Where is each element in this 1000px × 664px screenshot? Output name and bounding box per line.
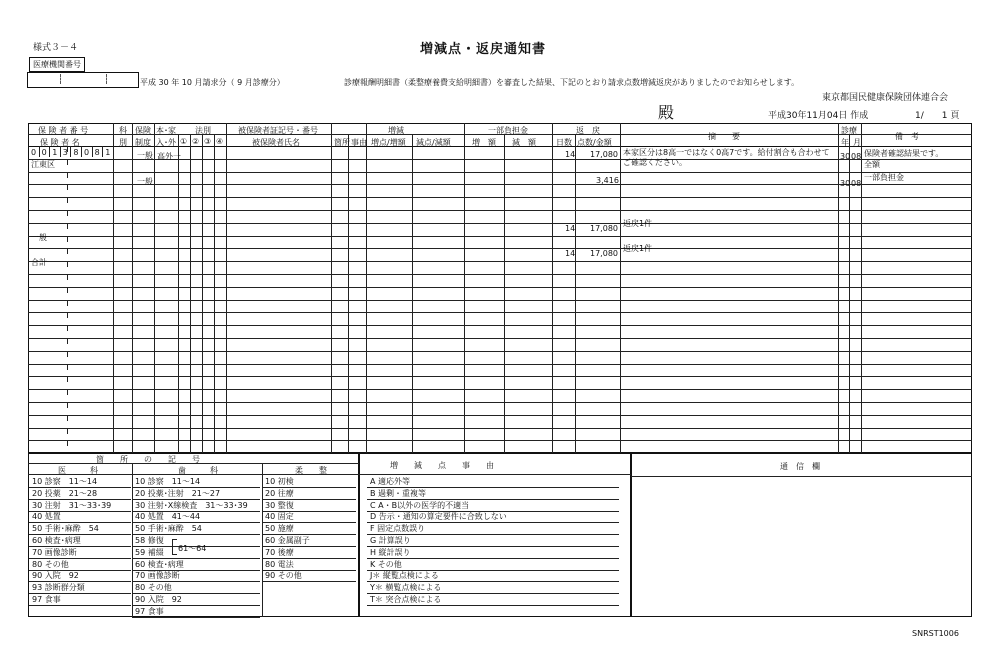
col-tekiyou: 摘 要 (708, 132, 740, 141)
col-c4: ④ (216, 137, 224, 146)
row-total-label: 合計 (31, 258, 47, 267)
stub-divider (67, 351, 68, 357)
jiyuu-item: F 固定点数誤り (370, 524, 426, 534)
table-row-line (28, 364, 972, 365)
shika-item: 50 手術･麻酔 54 (135, 524, 202, 534)
table-col-line (552, 123, 553, 453)
col-zouten: 増点/増額 (371, 138, 406, 147)
ika-item: 70 画像診断 (32, 547, 77, 557)
jiyuu-item: T＊ 突合点検による (370, 595, 442, 604)
shika-item: 97 食事 (135, 606, 164, 616)
dono: 殿 (658, 103, 675, 122)
digit-divider (92, 146, 93, 157)
col-insurer-no: 保 険 者 番 号 (38, 126, 89, 135)
row1-note: 保険者確認結果です。 (864, 149, 944, 158)
table-row-line (28, 312, 972, 313)
ika-item: 60 検査･病理 (32, 536, 81, 545)
table-col-line (132, 123, 133, 453)
col-henrei: 返 戻 (576, 126, 600, 135)
col-nyuugai: 入･外 (156, 138, 176, 147)
table-col-line (464, 123, 465, 453)
table-col-line (620, 123, 621, 453)
jiyuu-item: A 適応外等 (370, 477, 411, 486)
ika-item: 80 その他 (32, 559, 69, 569)
legend-row-line (132, 617, 260, 618)
juusei-item: 90 その他 (265, 571, 302, 581)
shika-item: 90 入院 92 (135, 595, 182, 604)
jiyuu-title: 増 減 点 事 由 (390, 461, 494, 470)
col-bikou: 備 考 (895, 132, 919, 141)
table-row-line (28, 376, 972, 377)
insurer-digit: 0 (41, 148, 47, 157)
shika-item: 60 検査･病理 (135, 559, 184, 569)
shika-item: 59 補綴 (135, 547, 164, 557)
col-category: 科 (119, 126, 127, 135)
row3-system: 一般 (137, 177, 153, 186)
ika-item: 97 食事 (32, 595, 61, 604)
col-zougen: 増減 (388, 126, 404, 135)
stub-divider (67, 402, 68, 408)
organization: 東京都国民健康保険団体連合会 (822, 93, 949, 103)
col-nissu: 日数 (556, 138, 572, 147)
col-tensu: 点数/金額 (577, 138, 612, 147)
stub-divider (67, 184, 68, 190)
table-col-line (504, 134, 505, 453)
row2-note: 全額 (864, 160, 880, 169)
col-gengaku: 減 額 (512, 138, 536, 147)
stub-divider (67, 210, 68, 216)
stub-divider (67, 325, 68, 331)
table-row-line (28, 261, 972, 262)
col-kasho: 箇所 (334, 138, 350, 147)
row3-month: 08 (851, 179, 862, 188)
col-card-no: 被保険者証記号・番号 (238, 126, 318, 135)
stub-divider (67, 415, 68, 421)
col-honke: 本･家 (156, 126, 176, 135)
table-col-line (190, 134, 191, 453)
table-row-line (28, 300, 972, 301)
stub-divider (67, 248, 68, 254)
stub-divider (67, 364, 68, 370)
tsuushin-title: 通 信 欄 (780, 462, 820, 471)
col-zougaku: 増 額 (472, 138, 496, 147)
table-col-line (575, 134, 576, 453)
table-row-line (28, 287, 972, 288)
insurer-digit: 8 (94, 148, 100, 157)
digit-divider (81, 146, 82, 157)
table-row-line (28, 338, 972, 339)
row1-system: 一般 (137, 151, 153, 160)
juusei-heading: 柔 整 (295, 466, 327, 475)
table-col-line (113, 123, 114, 453)
table-col-line (331, 123, 332, 453)
row-ippan-label: 一般 (31, 233, 47, 242)
table-col-line (348, 134, 349, 453)
row3-amount: 3,416 (596, 176, 619, 185)
juusei-item: 60 金属副子 (265, 536, 310, 545)
insurer-digit: 0 (84, 148, 90, 157)
stub-divider (67, 338, 68, 344)
table-col-line (861, 123, 862, 453)
row1-month: 08 (851, 152, 862, 161)
row1-days: 14 (565, 150, 576, 159)
row1-year: 30 (840, 152, 851, 161)
table-row-line (28, 402, 972, 403)
stub-divider (67, 159, 68, 165)
table-col-line (412, 134, 413, 453)
row-total-amount: 17,080 (590, 249, 618, 258)
ika-item: 20 投薬 21～28 (32, 488, 98, 498)
stub-divider (67, 440, 68, 446)
insurer-digit: 0 (31, 148, 37, 157)
jiyuu-item: J＊ 縦覧点検による (370, 571, 439, 581)
row3-year: 30 (840, 179, 851, 188)
legend-row-line (262, 581, 356, 582)
shika-item: 80 その他 (135, 583, 172, 593)
shika-item: 10 診察 11～14 (135, 477, 201, 486)
kasho-title: 箇 所 の 記 号 (96, 455, 200, 464)
shika-item: 20 投薬･注射 21～27 (135, 488, 221, 498)
ika-item: 30 注射 31～33･39 (32, 500, 112, 510)
juusei-item: 10 初検 (265, 477, 294, 486)
jiyuu-item: B 過剰・重複等 (370, 488, 427, 498)
stub-divider (67, 312, 68, 318)
table-row-line (28, 236, 972, 237)
insurer-digit: 1 (52, 148, 58, 157)
stub-divider (67, 428, 68, 434)
shika-heading: 歯 科 (178, 466, 218, 475)
col-c1: ① (180, 137, 188, 146)
ika-item: 50 手術･麻酔 54 (32, 524, 99, 534)
col-hobetsu: 法別 (195, 126, 211, 135)
table-col-line (202, 134, 203, 453)
col-insurance: 保険 (135, 126, 151, 135)
digit-divider (102, 146, 103, 157)
jiyuu-item: G 計算誤り (370, 536, 411, 545)
table-row-line (28, 415, 972, 416)
row1-summary: 本家区分は8高一ではなく0高7です。給付割合も合わせてご確認ください。 (623, 148, 830, 167)
jiyuu-item: H 縦計誤り (370, 547, 411, 557)
juusei-item: 50 施療 (265, 524, 294, 534)
institution-code-label: 医療機関番号 (29, 57, 85, 72)
col-jiyu: 事由 (351, 138, 367, 147)
claim-period: 平成 30 年 10 月請求分（ 9 月診療分） (140, 78, 285, 87)
table-row-line (28, 210, 972, 211)
ika-item: 40 処置 (32, 512, 61, 522)
col-insurer-name: 保 険 者 名 (40, 138, 80, 147)
juusei-item: 30 整復 (265, 500, 294, 510)
juusei-item: 80 電法 (265, 559, 294, 569)
juusei-item: 70 後療 (265, 547, 294, 557)
table-row-line (28, 223, 972, 224)
table-row-line (28, 184, 972, 185)
col-tsuki: 月 (853, 138, 861, 147)
col-system: 制度 (135, 138, 151, 147)
table-col-line (226, 123, 227, 453)
row-ippan-days: 14 (565, 224, 576, 233)
tsuushin-box (631, 453, 972, 617)
table-col-line (178, 134, 179, 453)
stub-divider (67, 274, 68, 280)
jiyuu-item: Y＊ 横覧点検による (370, 583, 442, 593)
shika-item: 70 画像診断 (135, 571, 180, 581)
table-row-line (28, 197, 972, 198)
insurer-digit: 8 (73, 148, 79, 157)
stub-divider (67, 287, 68, 293)
col-nen: 年 (841, 138, 849, 147)
table-col-line (214, 134, 215, 453)
jiyuu-item: K その他 (370, 559, 402, 569)
stub-divider (67, 261, 68, 267)
legend-row-line (367, 605, 619, 606)
stub-divider (67, 376, 68, 382)
ika-item: 93 診断群分類 (32, 583, 85, 593)
legend-row-line (29, 605, 131, 606)
row-total-summary: 返戻1件 (623, 244, 653, 253)
table-row-line (28, 440, 972, 441)
legend-row-line (367, 558, 619, 559)
table-row-line (28, 351, 972, 352)
col-c2: ② (192, 137, 200, 146)
table-row-line (28, 428, 972, 429)
insurer-digit: 3 (62, 148, 68, 157)
table-row-line (28, 248, 972, 249)
page-number: 1/ 1 頁 (915, 111, 960, 121)
juusei-item: 40 固定 (265, 512, 294, 522)
table-col-line (838, 123, 839, 453)
stub-divider (67, 389, 68, 395)
col-genten: 減点/減額 (416, 138, 451, 147)
form-number: 様式３－４ (33, 43, 79, 53)
col-insured-name: 被保険者氏名 (252, 138, 300, 147)
row1-nyuugai: 高外一 (157, 152, 181, 161)
row3-note: 一部負担金 (864, 173, 904, 182)
shika-item: 40 処置 41～44 (135, 512, 201, 522)
juusei-item: 20 往療 (265, 488, 294, 498)
row-ippan-amount: 17,080 (590, 224, 618, 233)
stub-divider (67, 172, 68, 178)
ika-item: 90 入院 92 (32, 571, 79, 581)
insurer-digit: 1 (105, 148, 111, 157)
col-c3: ③ (204, 137, 212, 146)
stub-divider (67, 197, 68, 203)
notice-text: 診療報酬明細書（柔整療養費支給明細書）を審査した結果、下記のとおり請求点数増減返戻がありましたのでお知らせします。 (344, 78, 800, 87)
table-col-line (154, 123, 155, 453)
col-shinryou: 診療 (841, 126, 857, 135)
shika-item: 30 注射･X線検査 31～33･39 (135, 500, 248, 510)
table-col-line (366, 123, 367, 453)
stub-divider (67, 236, 68, 242)
col-ichibu: 一部負担金 (488, 126, 528, 135)
table-row-line (28, 325, 972, 326)
jiyuu-item: C A・B以外の医学的不適当 (370, 500, 470, 510)
table-row-line (28, 274, 972, 275)
ika-item: 10 診察 11～14 (32, 477, 98, 486)
footer-code: SNRST1006 (912, 629, 959, 638)
shika-bracket: 61～64 (178, 544, 207, 553)
jiyuu-item: D 告示・通知の算定要件に合致しない (370, 512, 507, 522)
stub-divider (67, 300, 68, 306)
shika-item: 58 修復 (135, 536, 164, 545)
ika-heading: 医 科 (58, 466, 98, 475)
row-total-days: 14 (565, 249, 576, 258)
table-row-line (28, 389, 972, 390)
redacted-code (60, 74, 107, 84)
created-date: 平成30年11月04日 作成 (768, 111, 869, 121)
row1-amount: 17,080 (590, 150, 618, 159)
stub-divider (67, 223, 68, 229)
col-category2: 別 (119, 138, 127, 147)
insurer-name: 江東区 (31, 160, 55, 169)
page-title: 増減点・返戻通知書 (420, 42, 547, 57)
row-ippan-summary: 返戻1件 (623, 219, 653, 228)
table-row-line (28, 172, 972, 173)
